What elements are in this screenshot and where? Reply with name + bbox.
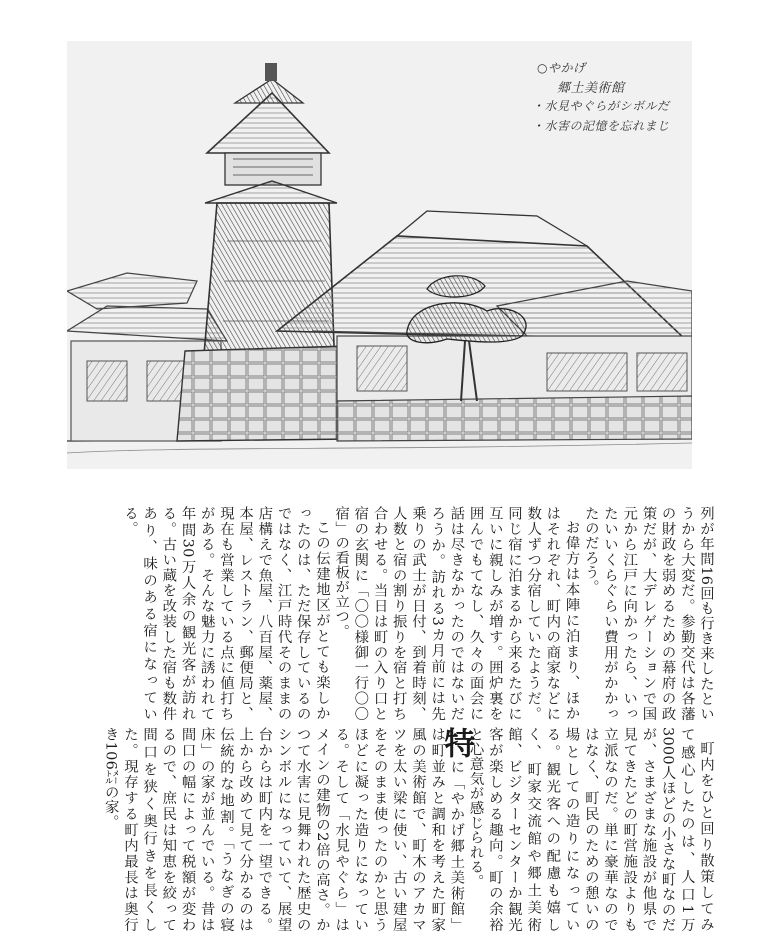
article-lower-columns xyxy=(55,506,715,721)
dropcap-paragraph-body: に「やかげ郷土美術館」は町並みと調和を考えた町家風の美術館で、町木のアカマツを太い梁に使い、古い建屋をそのまま使ったのかと思うほどに凝った造りになっている。そして「水見やぐら」はメインの建物の2倍の高さ。かつて水害に見舞われた歴史のシンボルになっていて、展望台からは町内を一望できる。上から改めて見て分かるのは伝統的な地割。「うなぎの寝床」の家が並んでいる。昔は間口の幅によって税額が変わるので、庶民は知恵を絞って間口を狭く奥行きを長くした。現存する町内最長は奥行き106㍍の家。 xyxy=(102,727,465,932)
article-paragraph: 列が年間16回も行き来したというから大変だ。参勤交代は各藩の財政を弱めるための幕府の政策だが、大デレゲーションで国元から江戸に向かったら、いったいいくらぐらい費用がかかったのだろう。 xyxy=(582,506,714,721)
article-upper-columns xyxy=(55,727,715,932)
dropcap-character: 特 xyxy=(438,727,475,760)
sketch-note-title: ○やかげ xyxy=(537,61,586,75)
sketch-note-subtitle: 郷土美術館 xyxy=(557,81,625,96)
sketch-note-line: ・水見やぐらがシボルだ xyxy=(532,99,670,113)
article-paragraph: お偉方は本陣に泊まり、ほかはそれぞれ、町内の商家などに数人ずつ分宿していたようだ。同じ宿に泊まるから来るたびに互いに親しみが増す。囲炉裏を囲んでもてなし、久々の面会に話は尽きなかったのではないだろうか。訪れる3カ月前には先乗りの武士が日付、到着時刻、人数と宿の割り振りを宿と打ち合わせる。当日は町の入り口と宿の玄関に「〇〇様御一行〇〇宿」の看板が立つ。 xyxy=(333,506,580,721)
museum-sketch-illustration xyxy=(67,41,692,469)
sketch-note-line: ・水害の記憶を忘れまじ xyxy=(532,119,670,133)
dropcap-paragraph xyxy=(101,727,475,932)
article-paragraph: 町内をひと回り散策してみて感心したのは、人口1万3000人ほどの小さな町なのだが、さまざまな施設が他県で見てきたどの町営施設よりも立派なのだ。単に豪華なのではなく、町民のための憩いの場としての造りになっている。観光客への配慮も嬉しく、町家交流館や郷土美術館、ビジターセンターか観光客が楽しめる趣向。町の余裕と心意気が感じられる。 xyxy=(467,727,714,932)
article-paragraph: この伝建地区がとても楽しかったのは、ただ保存しているのではなく、江戸時代そのままの店構えで魚屋、八百屋、薬屋、本屋、レストラン、郵便局と、現在も営業している点に値打ちがある。そんな魅力に誘われて年間30万人余の観光客が訪れる。古い蔵を改装した宿も数件あり、味のある宿になっている。 xyxy=(121,506,330,721)
